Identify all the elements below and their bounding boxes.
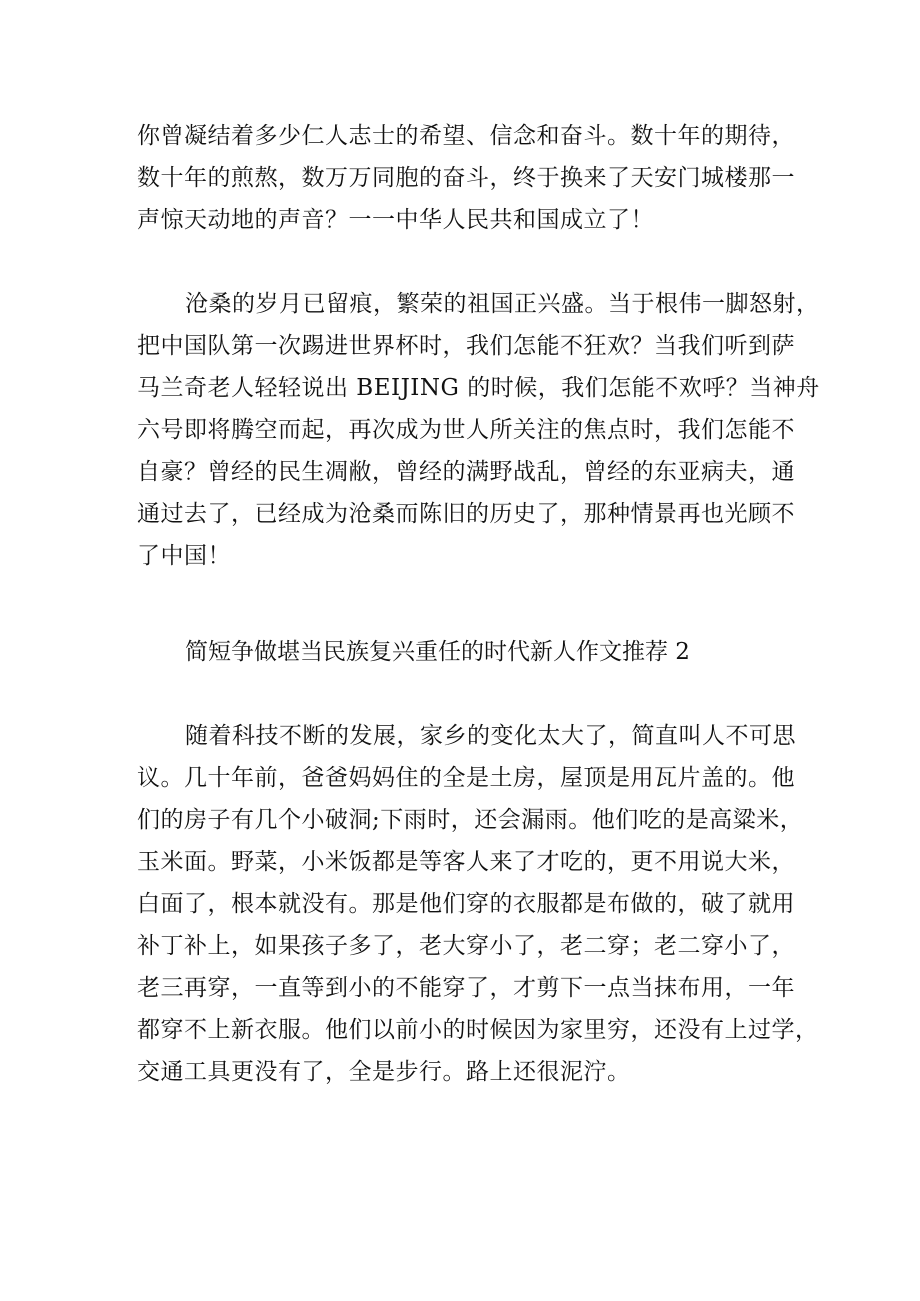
paragraph-2-line-3: 马兰奇老人轻轻说出 BEIJING 的时候，我们怎能不欢呼？当神舟: [137, 375, 820, 401]
paragraph-2-line-6: 通过去了，已经成为沧桑而陈旧的历史了，那种情景再也光顾不: [137, 501, 795, 527]
paragraph-2-line-1: 沧桑的岁月已留痕，繁荣的祖国正兴盛。当于根伟一脚怒射，: [185, 291, 820, 317]
paragraph-2-line-2: 把中国队第一次踢进世界杯时，我们怎能不狂欢？当我们听到萨: [137, 333, 795, 359]
paragraph-3-line-6: 补丁补上，如果孩子多了，老大穿小了，老二穿；老二穿小了，: [137, 933, 795, 959]
paragraph-1-line-3: 声惊天动地的声音？一一中华人民共和国成立了！: [137, 207, 654, 233]
paragraph-1: [137, 115, 797, 241]
paragraph-2-line-7: 了中国！: [137, 543, 231, 569]
paragraph-1-line-2: 数十年的煎熬，数万万同胞的奋斗，终于换来了天安门城楼那一: [137, 165, 795, 191]
paragraph-2: [137, 283, 820, 577]
paragraph-3-line-7: 老三再穿，一直等到小的不能穿了，才剪下一点当抹布用，一年: [137, 975, 795, 1001]
paragraph-2-line-4: 六号即将腾空而起，再次成为世人所关注的焦点时，我们怎能不: [137, 417, 795, 443]
paragraph-1-line-1: 你曾凝结着多少仁人志士的希望、信念和奋斗。数十年的期待，: [137, 123, 795, 149]
paragraph-3-line-2: 议。几十年前，爸爸妈妈住的全是土房，屋顶是用瓦片盖的。他: [137, 765, 795, 791]
section-heading: 简短争做堪当民族复兴重任的时代新人作文推荐 2: [185, 639, 690, 665]
paragraph-2-line-5: 自豪？曾经的民生凋敝，曾经的满野战乱，曾经的东亚病夫，通: [137, 459, 795, 485]
paragraph-3-line-5: 白面了，根本就没有。那是他们穿的衣服都是布做的，破了就用: [137, 891, 795, 917]
paragraph-3-line-1: 随着科技不断的发展，家乡的变化太大了，简直叫人不可思: [185, 723, 796, 749]
paragraph-3-line-8: 都穿不上新衣服。他们以前小的时候因为家里穷，还没有上过学，: [137, 1017, 819, 1043]
paragraph-3: [137, 715, 819, 1093]
paragraph-3-line-4: 玉米面。野菜，小米饭都是等客人来了才吃的，更不用说大米，: [137, 849, 795, 875]
paragraph-3-line-3: 们的房子有几个小破洞;下雨时，还会漏雨。他们吃的是高粱米，: [137, 807, 804, 833]
paragraph-3-line-9: 交通工具更没有了，全是步行。路上还很泥泞。: [137, 1059, 631, 1085]
